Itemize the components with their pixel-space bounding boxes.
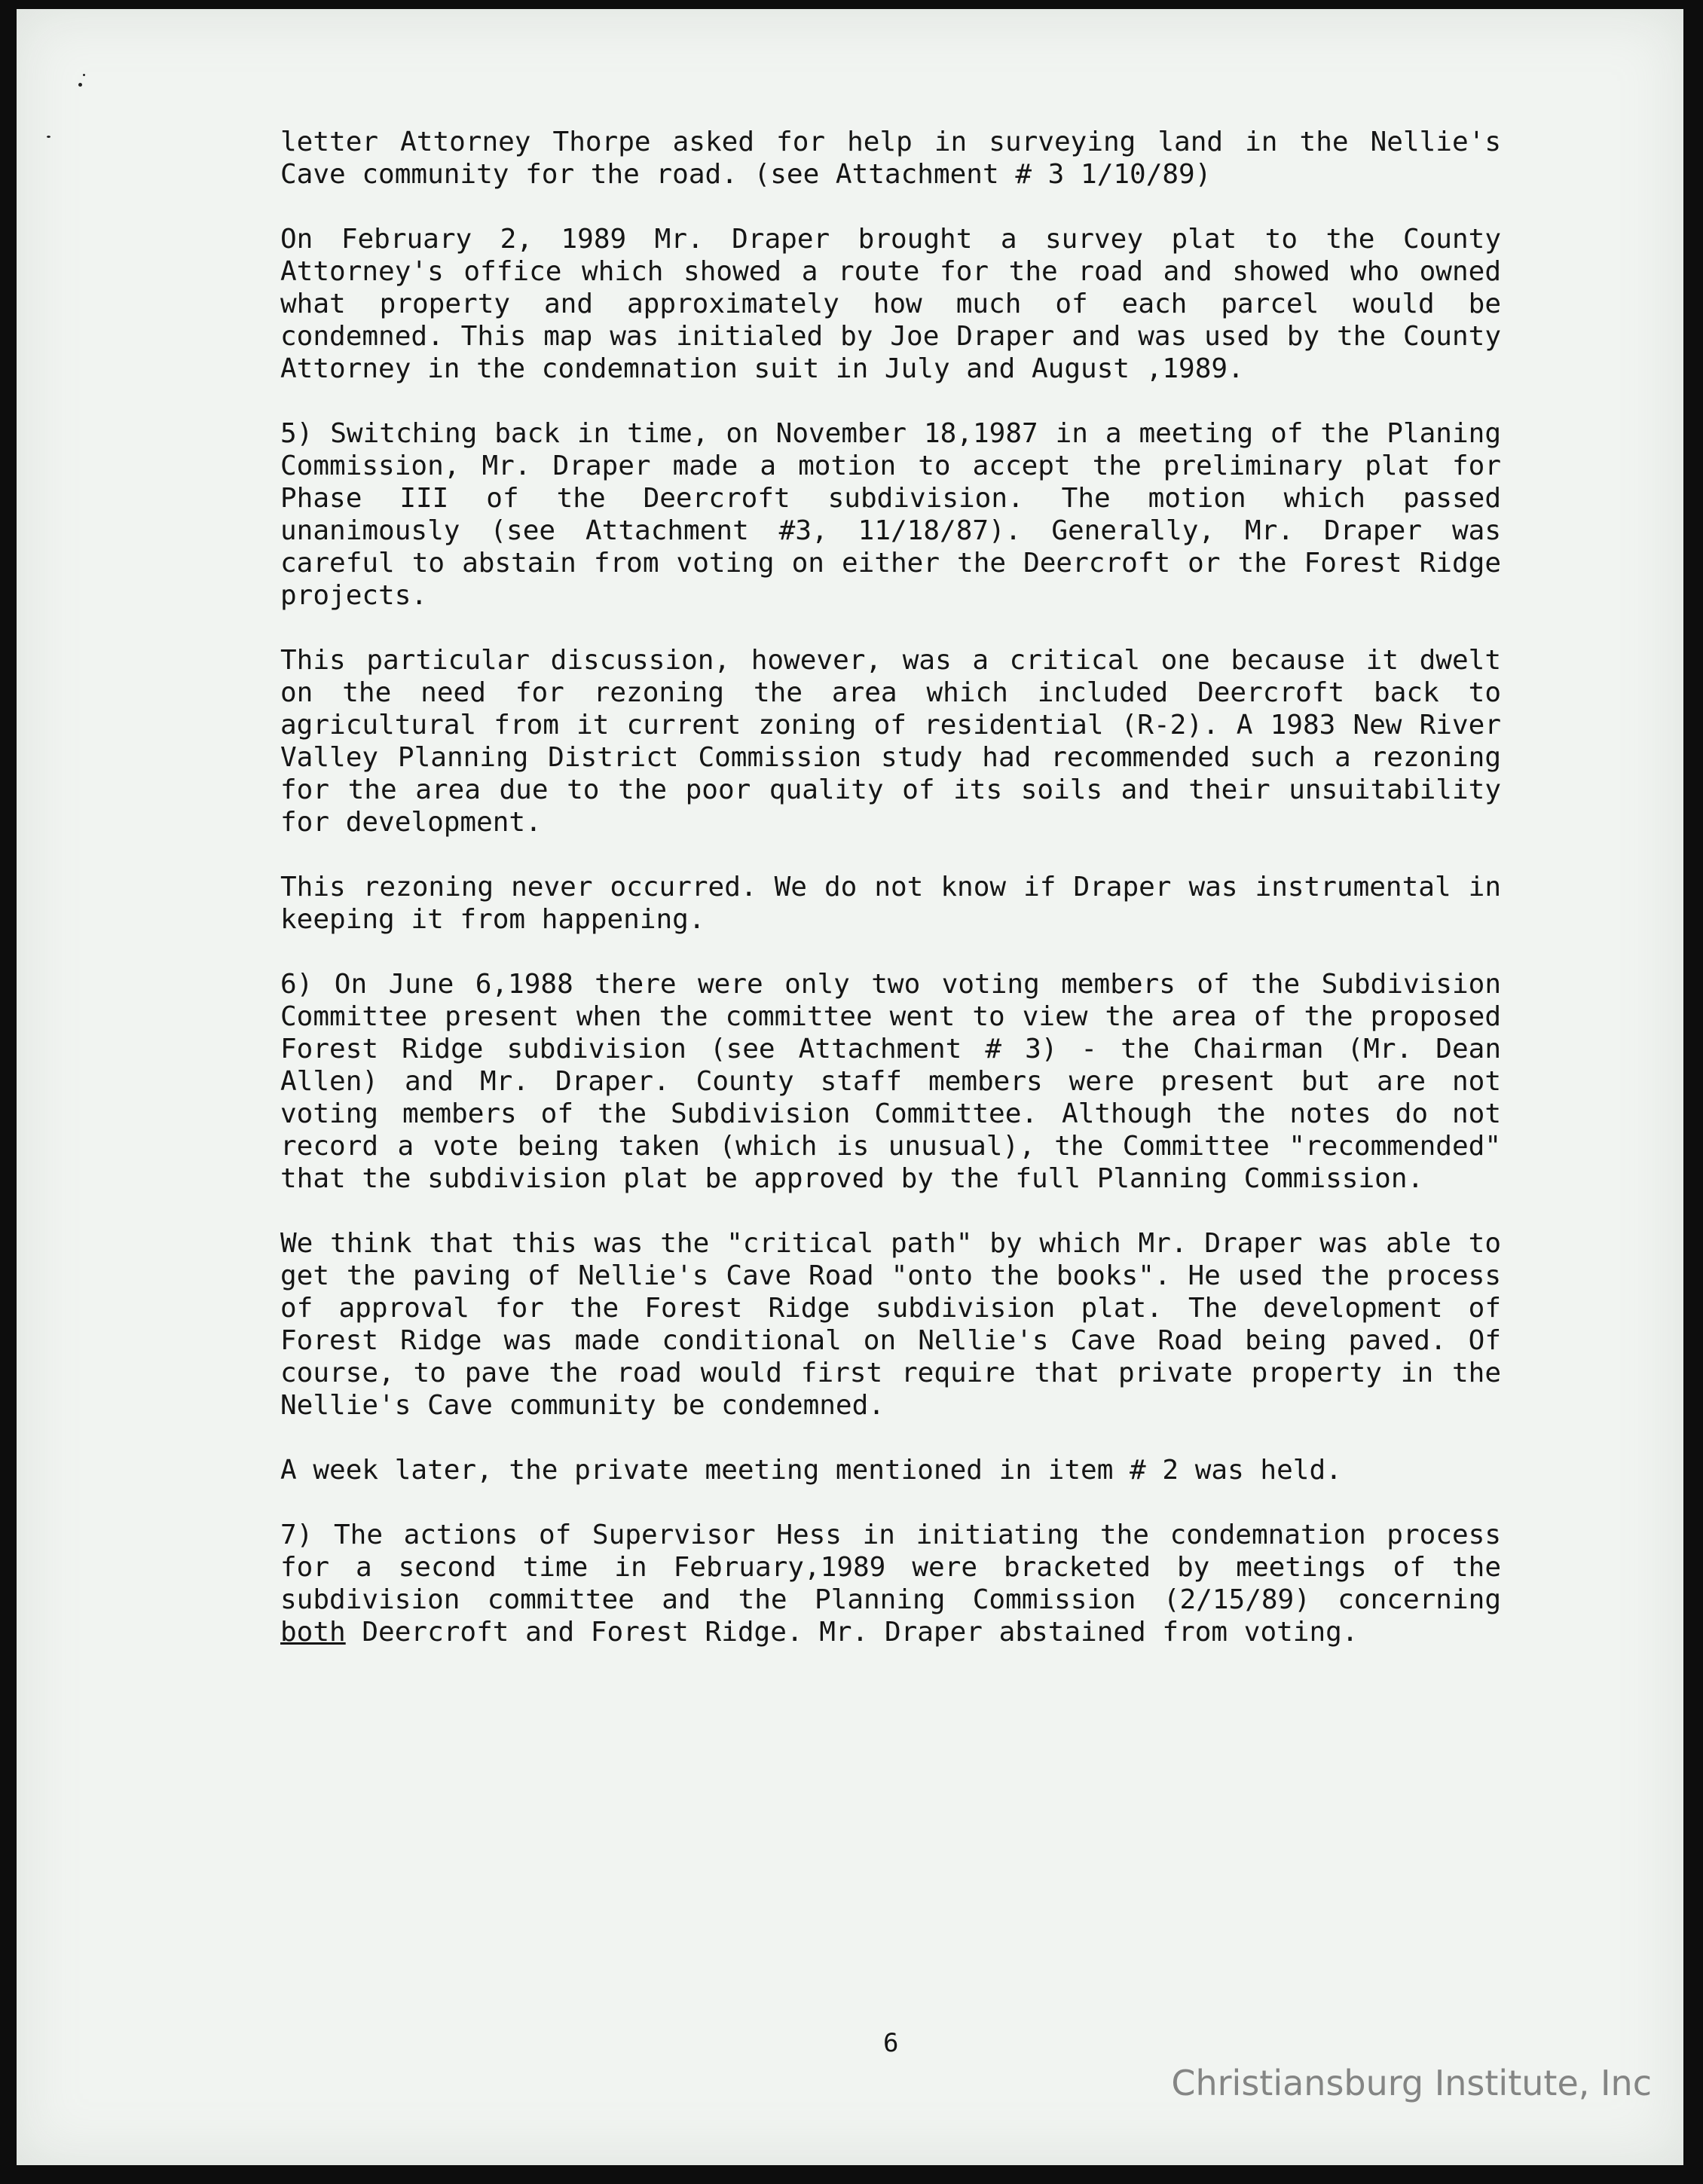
paragraph: letter Attorney Thorpe asked for help in surveying land in the Nellie's Cave community for the road. (see Attachment # 3 1/10/89) — [280, 127, 1501, 190]
paragraph-7-text-end: Deercroft and Forest Ridge. Mr. Draper abstained from voting. — [345, 1617, 1359, 1648]
page-number: 6 — [883, 2028, 899, 2058]
paragraph: 5) Switching back in time, on November 18,1987 in a meeting of the Planing Commission, Mr. Draper made a motion to accept the preliminary plat for Phase III of the Deercroft subdivision. The motion which passed unanimously (see Attachment #3, 11/18/87). Generally, Mr. Draper was careful to abstain from voting on either the Deercroft or the Forest Ridge projects. — [280, 418, 1501, 611]
paragraph: We think that this was the "critical path" by which Mr. Draper was able to get the paving of Nellie's Cave Road "onto the books". He used the process of approval for the Forest Ridge subdivision plat. The development of Forest Ridge was made conditional on Nellie's Cave Road being paved. Of course, to pave the road would first require that private property in the Nellie's Cave community be condemned. — [280, 1228, 1501, 1421]
document-body — [280, 126, 1501, 1648]
paragraph: 6) On June 6,1988 there were only two voting members of the Subdivision Committee present when the committee went to view the area of the proposed Forest Ridge subdivision (see Attachment # 3) - the Chairman (Mr. Dean Allen) and Mr. Draper. County staff members were present but are not voting members of the Subdivision Committee. Although the notes do not record a vote being taken (which is unusual), the Committee "recommended" that the subdivision plat be approved by the full Planning Commission. — [280, 969, 1501, 1194]
paragraph-7-text: 7) The actions of Supervisor Hess in initiating the condemnation process for a second time in February,1989 were bracketed by meetings of the subdivision committee and the Planning Commission (2/15/89) concerning — [280, 1520, 1501, 1615]
scan-speck — [78, 83, 82, 87]
paragraph: A week later, the private meeting mentioned in item # 2 was held. — [280, 1455, 1342, 1486]
watermark: Christiansburg Institute, Inc — [1171, 2063, 1652, 2103]
paragraph-7 — [280, 1519, 1501, 1648]
document-page — [17, 9, 1683, 2165]
scan-speck — [83, 74, 85, 76]
underlined-word: both — [280, 1617, 346, 1648]
paragraph: This particular discussion, however, was a critical one because it dwelt on the need for rezoning the area which included Deercroft back to agricultural from it current zoning of residential (R-2). A 1983 New River Valley Planning District Commission study had recommended such a rezoning for the area due to the poor quality of its soils and their unsuitability for development. — [280, 645, 1501, 838]
paragraph: This rezoning never occurred. We do not know if Draper was instrumental in keeping it from happening. — [280, 872, 1501, 935]
scan-speck — [47, 136, 50, 138]
paragraph: On February 2, 1989 Mr. Draper brought a survey plat to the County Attorney's office which showed a route for the road and showed who owned what property and approximately how much of each parcel would be condemned. This map was initialed by Joe Draper and was used by the County Attorney in the condemnation suit in July and August ,1989. — [280, 224, 1501, 384]
